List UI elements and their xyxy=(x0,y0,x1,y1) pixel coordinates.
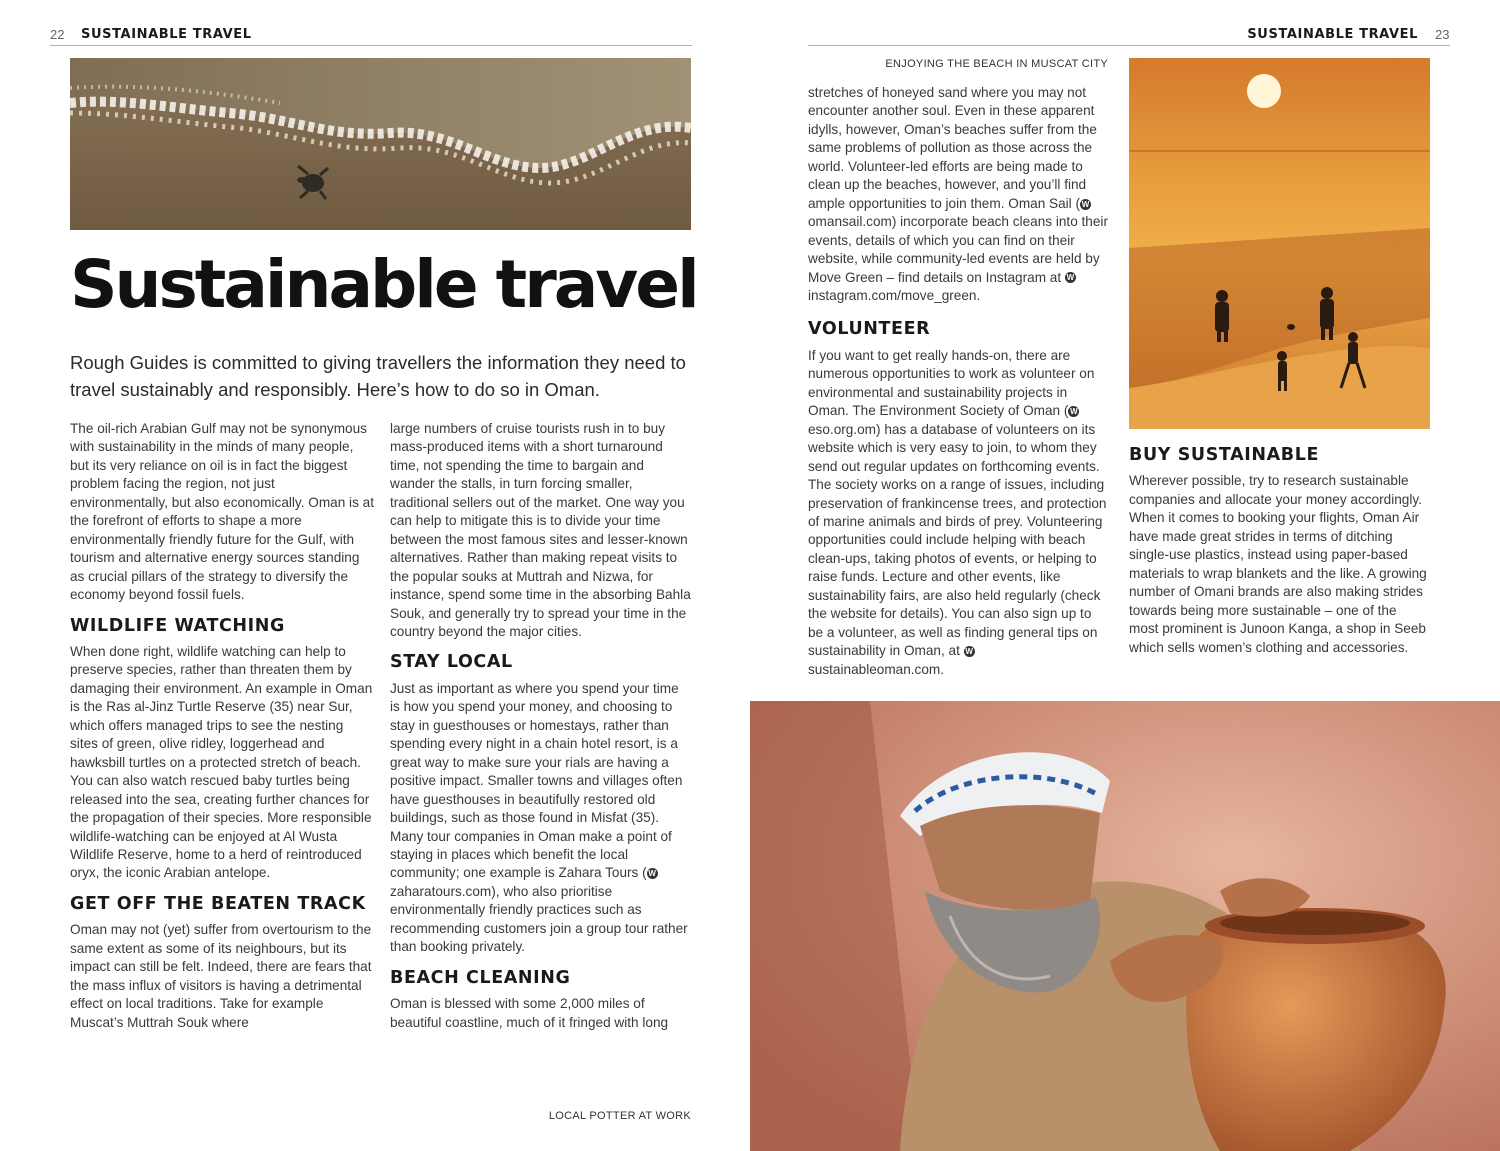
web-icon: W xyxy=(1070,407,1078,417)
running-head-left: SUSTAINABLE TRAVEL xyxy=(81,27,252,42)
page-number-right: 23 xyxy=(1435,27,1450,42)
web-icon: W xyxy=(648,869,656,879)
running-head-right: SUSTAINABLE TRAVEL xyxy=(1247,27,1418,42)
turtle-photo xyxy=(70,58,691,230)
right-column-2 xyxy=(1129,446,1429,657)
stay-local-heading: STAY LOCAL xyxy=(390,652,513,673)
intro-body-paragraph: The oil-rich Arabian Gulf may not be synonymous with sustainability in the minds of many people, but its very reliance on oil is in fact the biggest problem facing the region, not just environmentally, but also economically. Oman is at the forefront of efforts to shape a more environmentally friendly future for the Gulf, with tourism and alternative energy sources standing as crucial pillars of the strategy to diversify the economy beyond fossil fuels. xyxy=(70,421,374,603)
link-instagram[interactable]: instagram.com/move_green xyxy=(808,287,977,303)
beach-cleaning-heading: BEACH CLEANING xyxy=(390,967,571,988)
sunset-beach-illustration xyxy=(1129,58,1430,429)
wildlife-paragraph: When done right, wildlife watching can help to preserve species, rather than threaten them by damaging their environment. An example in Oman is the Ras al-Jinz Turtle Reserve (35) near Sur, which offers managed trips to see the nesting sites of green, olive ridley, loggerhead and hawksbill turtles on a protected stretch of beach. You can also watch rescued baby turtles being released into the sea, creating further chances for the propagation of their species. More responsible wildlife-watching can be enjoyed at Al Wusta Wildlife Reserve, home to a herd of reintroduced oryx, the iconic Arabian antelope. xyxy=(70,643,373,881)
left-column-1 xyxy=(70,420,374,1032)
caption-beach: ENJOYING THE BEACH IN MUSCAT CITY xyxy=(885,58,1108,70)
wildlife-heading: WILDLIFE WATCHING xyxy=(70,615,286,636)
link-sustainableoman[interactable]: sustainableoman.com xyxy=(808,661,941,677)
beach-cleaning-paragraph: Oman is blessed with some 2,000 miles of beautiful coastline, much of it fringed with long xyxy=(390,996,669,1030)
turtle-photo-illustration xyxy=(70,58,691,230)
potter-photo xyxy=(750,701,1500,1151)
caption-potter: LOCAL POTTER AT WORK xyxy=(548,1110,691,1122)
buy-sustainable-heading: BUY SUSTAINABLE xyxy=(1129,445,1319,465)
souk-paragraph: large numbers of cruise tourists rush in to buy mass-produced items with a short turnaround time, not spending the time to bargain and wander the stalls, in turn forcing smaller, traditional sellers out of the market. One way you can help to mitigate this is to divide your time between the most famous sites and lesser-known alternatives. Rather than making repeat visits to the popular souks at Muttrah and Nizwa, for instance, spend some time in the absorbing Bahla Souk, and generally try to spread your time in the country beyond the major cities. xyxy=(390,421,691,639)
volunteer-heading: VOLUNTEER xyxy=(808,319,931,340)
right-column-1 xyxy=(808,84,1110,679)
page-number-left: 22 xyxy=(50,27,65,42)
header-rule-right xyxy=(808,45,1450,46)
stay-local-paragraph: Just as important as where you spend your time is how you spend your money, and choosing to stay in guesthouses or homestays, rather than spending every night in a chain hotel resort, is a great way to make sure your rials are having a positive impact. Smaller towns and villages often have guesthouses in beautifully restored old buildings, such as those found in Misfat (35). Many tour companies in Oman make a point of staying in places which benefit the local community; one example is Zahara Tours ( Wzaharatours.com), who also prioritise environmentally friendly practices such as recommending customers join a group tour rather than booking privately. xyxy=(390,680,688,955)
intro-paragraph: Rough Guides is committed to giving travellers the information they need to travel sustainably and responsibly. Here’s how to do so in Oman. xyxy=(70,352,686,400)
left-column-2 xyxy=(390,420,692,1032)
page-title: Sustainable travel xyxy=(70,246,697,323)
link-omansail[interactable]: omansail.com xyxy=(808,214,892,230)
sunset-beach-photo xyxy=(1129,58,1430,429)
beach-cleaning-cont-paragraph: stretches of honeyed sand where you may not encounter another soul. Even in these apparent idylls, however, Oman’s beaches suffer from the same problems of pollution as those across the world. Volunteer-led efforts are being made to clean up the beaches, however, and you’ll find ample opportunities to join them. Oman Sail ( Womansail.com) incorporate beach cleans into their events, details of which you can find on their website, while community-led events are held by Move Green – find details on Instagram at Winstagram.com/move_green. xyxy=(808,85,1108,303)
web-icon: W xyxy=(965,647,973,657)
link-zaharatours[interactable]: zaharatours.com xyxy=(390,883,492,899)
web-icon: W xyxy=(1081,199,1090,209)
header-rule-left xyxy=(50,45,692,46)
offtrack-heading: GET OFF THE BEATEN TRACK xyxy=(70,893,366,914)
volunteer-paragraph: If you want to get really hands-on, there are numerous opportunities to work as volunteer on environmental and sustainability projects in Oman. The Environment Society of Oman ( Weso.org.om) has a database of volunteers on its website which is very easy to join, to whom they send out regular updates on forthcoming events. The society works on a range of issues, including preservation of frankincense trees, and protection of marine animals and birds of prey. Volunteering opportunities could include helping with beach clean-ups, taking photos of events, or helping to raise funds. Lecture and other events, like sustainability fairs, are also held regularly (check the website for details). You can also sign up to be a volunteer, as well as finding general tips on sustainability in Oman, at Wsustainableoman.com. xyxy=(808,347,1107,677)
web-icon: W xyxy=(1066,273,1075,283)
link-eso[interactable]: eso.org.om xyxy=(808,421,877,437)
buy-sustainable-paragraph: Wherever possible, try to research sustainable companies and allocate your money accordingly. When it comes to booking your flights, Oman Air have made great strides in terms of ditching single-use plastics, instead using paper-based materials to wrap blankets and the like. A growing number of Omani brands are also making strides towards being more sustainable – one of the most prominent is Junoon Kanga, a shop in Seeb which sells women’s clothing and accessories. xyxy=(1129,473,1427,655)
offtrack-paragraph: Oman may not (yet) suffer from overtourism to the same extent as some of its neighbours, but its impact can still be felt. Indeed, there are fears that the mass influx of visitors is having a detrimental effect on local traditions. Take for example Muscat’s Muttrah Souk where xyxy=(70,922,372,1030)
potter-photo-illustration xyxy=(750,701,1500,1151)
